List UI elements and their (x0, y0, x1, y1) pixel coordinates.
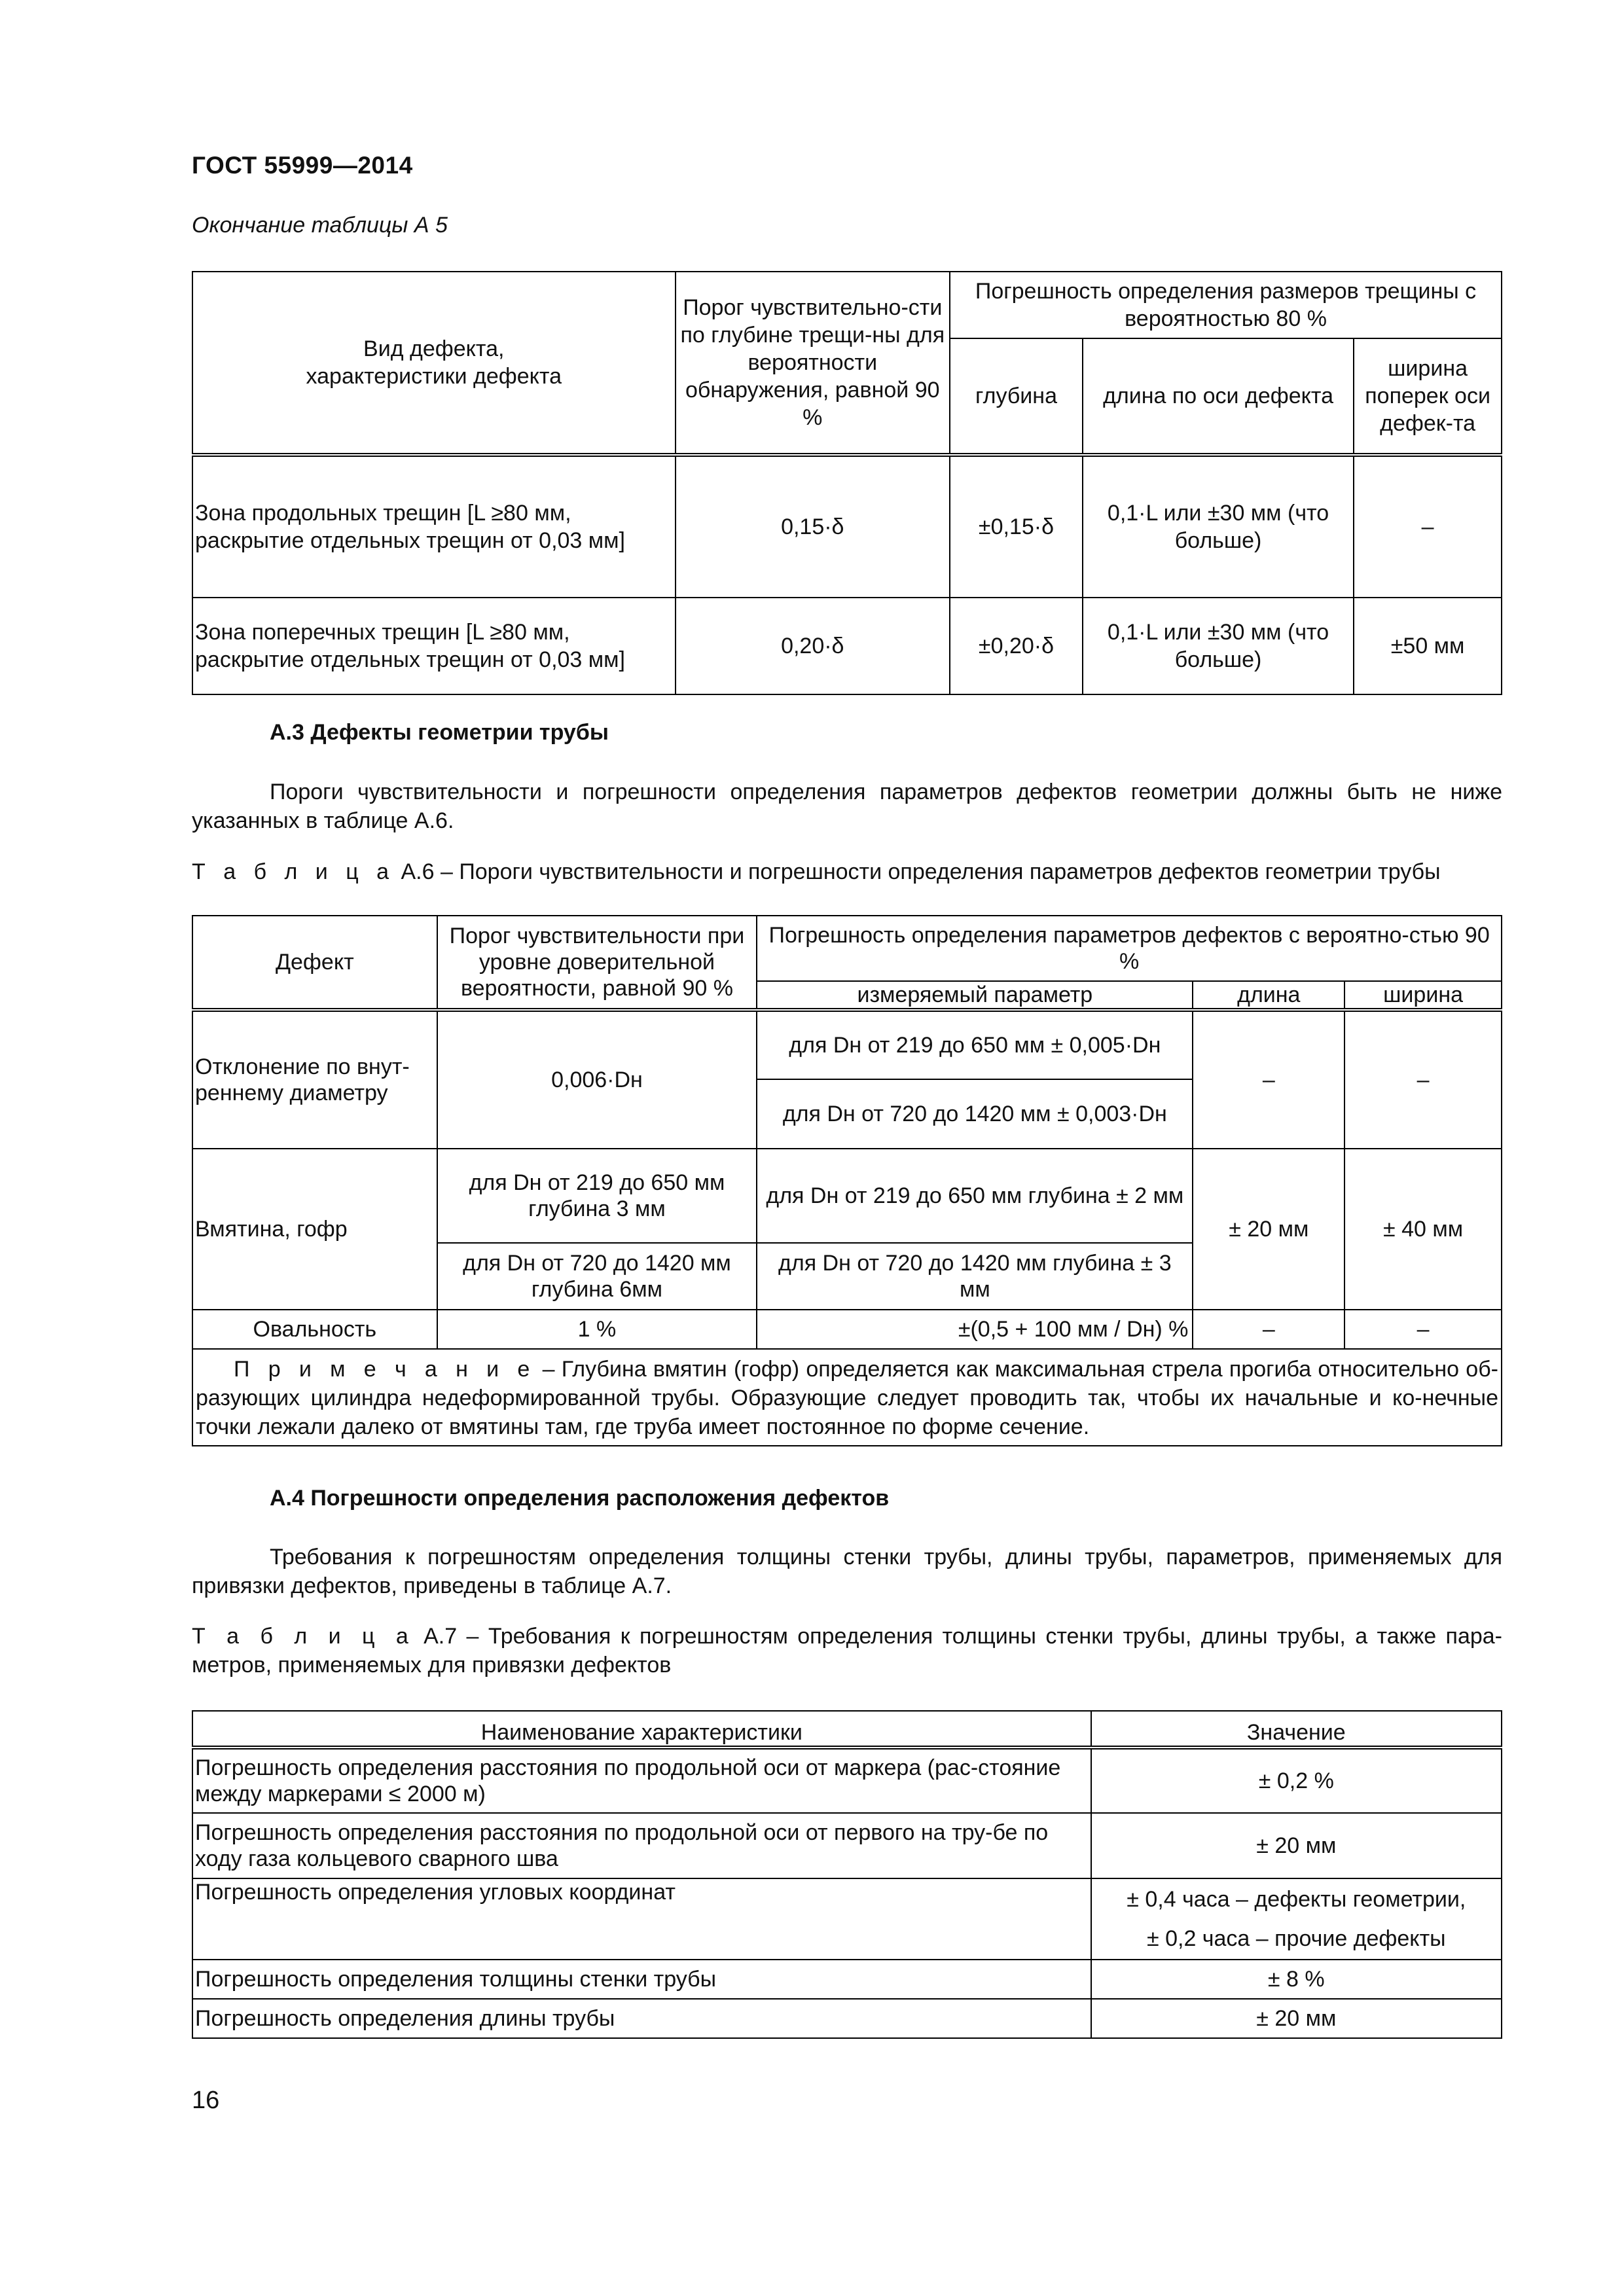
table-row (192, 1310, 1502, 1349)
characteristic-name: Погрешность определения расстояния по продольной оси от маркера (рас-стояние между маркерами ≤ 2000 м) (192, 1748, 1091, 1813)
threshold-value: 0,20·δ (676, 598, 950, 694)
value-line: ± 0,2 часа – прочие дефекты (1146, 1926, 1446, 1951)
characteristic-value: ± 0,2 % (1091, 1748, 1502, 1813)
section-a3-title: А.3 Дефекты геометрии трубы (270, 720, 609, 745)
table-a6 (192, 915, 1502, 1446)
table-a6-caption (192, 857, 1502, 886)
threshold-value: для Dн от 720 до 1420 мм глубина 6мм (437, 1243, 757, 1310)
param-value: для Dн от 219 до 650 мм глубина ± 2 мм (757, 1149, 1193, 1243)
width-error: ± 40 мм (1344, 1149, 1502, 1310)
header-value: Значение (1091, 1711, 1502, 1748)
characteristic-name: Погрешность определения расстояния по продольной оси от первого на тру-бе по ходу газа кольцевого сварного шва (192, 1813, 1091, 1878)
characteristic-value (1091, 1878, 1502, 1960)
note-lead: П р и м е ч а н и е (234, 1357, 536, 1382)
param-value: для Dн от 219 до 650 мм ± 0,005·Dн (757, 1010, 1193, 1079)
table-row (192, 455, 1502, 598)
length-error: 0,1·L или ±30 мм (что больше) (1083, 598, 1354, 694)
table-row (192, 1149, 1502, 1243)
caption-rest: А.6 – Пороги чувствительности и погрешности определения параметров дефектов геометрии трубы (395, 859, 1441, 884)
characteristic-name: Погрешность определения длины трубы (192, 1999, 1091, 2038)
header-measured-param: измеряемый параметр (757, 981, 1193, 1010)
defect-name: Овальность (192, 1310, 437, 1349)
defect-name: Вмятина, гофр (192, 1149, 437, 1310)
header-threshold: Порог чувствительно-сти по глубине трещи-ны для вероятности обнаружения, равной 90 % (676, 272, 950, 455)
defect-name: Зона продольных трещин [L ≥80 мм, раскрытие отдельных трещин от 0,03 мм] (192, 455, 676, 598)
header-length: длина по оси дефекта (1083, 338, 1354, 455)
param-value: для Dн от 720 до 1420 мм глубина ± 3 мм (757, 1243, 1193, 1310)
header-threshold: Порог чувствительности при уровне доверительной вероятности, равной 90 % (437, 916, 757, 1010)
threshold-value: 0,006·Dн (437, 1010, 757, 1149)
defect-name: Отклонение по внут-реннему диаметру (192, 1010, 437, 1149)
threshold-value: 1 % (437, 1310, 757, 1349)
characteristic-value: ± 20 мм (1091, 1999, 1502, 2038)
table-a5 (192, 271, 1502, 695)
table-a7-caption (192, 1622, 1502, 1679)
header-name: Наименование характеристики (192, 1711, 1091, 1748)
depth-error: ±0,20·δ (950, 598, 1083, 694)
characteristic-value: ± 8 % (1091, 1960, 1502, 1999)
table-continuation-caption: Окончание таблицы А 5 (192, 213, 448, 238)
defect-name: Зона поперечных трещин [L ≥80 мм, раскрытие отдельных трещин от 0,03 мм] (192, 598, 676, 694)
header-length: длина (1193, 981, 1344, 1010)
caption-lead: Т а б л и ц а (192, 859, 395, 884)
caption-lead: Т а б л и ц а (192, 1624, 414, 1649)
threshold-value: для Dн от 219 до 650 мм глубина 3 мм (437, 1149, 757, 1243)
depth-error: ±0,15·δ (950, 455, 1083, 598)
section-a4-title: А.4 Погрешности определения расположения дефектов (270, 1486, 890, 1511)
header-width: ширина поперек оси дефек-та (1354, 338, 1502, 455)
length-error: 0,1·L или ±30 мм (что больше) (1083, 455, 1354, 598)
table-row (192, 1010, 1502, 1079)
table-row (192, 598, 1502, 694)
table-row (192, 1878, 1502, 1960)
table-note-row (192, 1349, 1502, 1446)
header-defect: Дефект (192, 916, 437, 1010)
header-crack-size-error: Погрешность определения размеров трещины с вероятностью 80 % (950, 272, 1502, 338)
section-a3-text: Пороги чувствительности и погрешности определения параметров дефектов геометрии должны быть не ниже указанных в таблице А.6. (192, 780, 1502, 833)
page-number: 16 (192, 2087, 220, 2114)
header-defect-type: Вид дефекта, характеристики дефекта (192, 272, 676, 455)
header-width: ширина (1344, 981, 1502, 1010)
table-note (192, 1349, 1502, 1446)
param-value: для Dн от 720 до 1420 мм ± 0,003·Dн (757, 1079, 1193, 1149)
caption-rest: А.7 – Требования к погрешностям определения толщины стенки трубы, длины трубы, а также пара-метров, применяемых для привязки дефектов (192, 1624, 1502, 1677)
table-a7 (192, 1710, 1502, 2039)
document-header: ГОСТ 55999—2014 (192, 152, 413, 179)
width-error: – (1344, 1310, 1502, 1349)
note-text: – Глубина вмятин (гофр) определяется как максимальная стрела прогиба относительно об-разующих цилиндра недеформированной трубы. Образующие следует проводить так, чтобы их начальные и ко-нечные точки лежали далеко от вмятины там, где труба имеет постоянное по форме сечение. (196, 1357, 1498, 1439)
section-a4-text: Требования к погрешностям определения толщины стенки трубы, длины трубы, параметров, применяемых для привязки дефектов, приведены в таблице А.7. (192, 1545, 1502, 1598)
characteristic-name: Погрешность определения угловых координат (192, 1878, 1091, 1960)
table-row (192, 1960, 1502, 1999)
table-row (192, 1999, 1502, 2038)
table-row (192, 1748, 1502, 1813)
threshold-value: 0,15·δ (676, 455, 950, 598)
characteristic-value: ± 20 мм (1091, 1813, 1502, 1878)
header-param-error: Погрешность определения параметров дефектов с вероятно-стью 90 % (757, 916, 1502, 981)
length-error: ± 20 мм (1193, 1149, 1344, 1310)
header-depth: глубина (950, 338, 1083, 455)
length-error: – (1193, 1010, 1344, 1149)
value-line: ± 0,4 часа – дефекты геометрии, (1127, 1887, 1466, 1912)
characteristic-name: Погрешность определения толщины стенки трубы (192, 1960, 1091, 1999)
width-error: – (1344, 1010, 1502, 1149)
param-value: ±(0,5 + 100 мм / Dн) % (757, 1310, 1193, 1349)
length-error: – (1193, 1310, 1344, 1349)
width-error: – (1354, 455, 1502, 598)
table-row (192, 1813, 1502, 1878)
width-error: ±50 мм (1354, 598, 1502, 694)
